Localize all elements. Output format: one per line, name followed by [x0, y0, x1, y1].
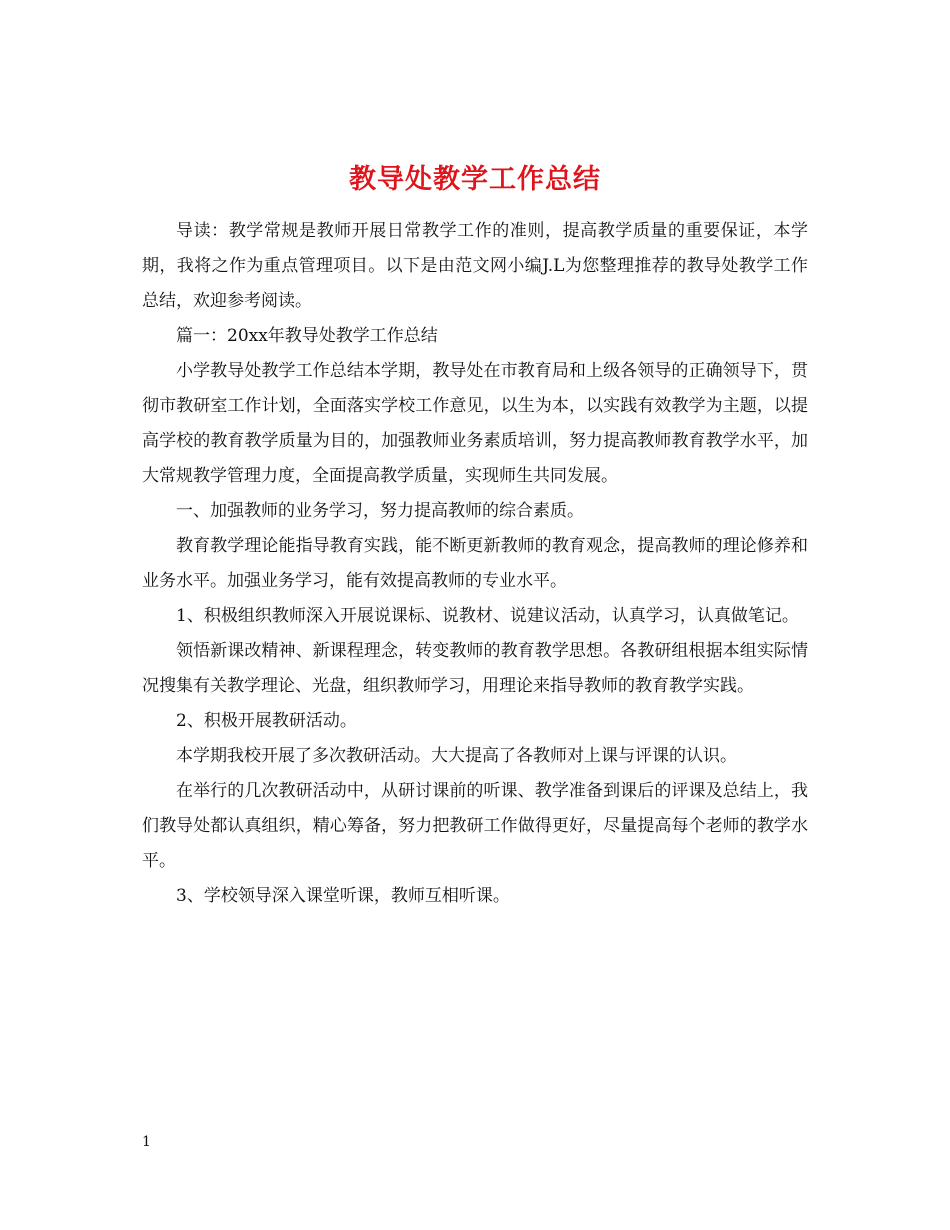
paragraph-theory: 教育教学理论能指导教育实践，能不断更新教师的教育观念，提高教师的理论修养和业务水平。加强业务学习，能有效提高教师的专业水平。: [142, 536, 808, 591]
paragraph-summary: 小学教导处教学工作总结本学期，教导处在市教育局和上级各领导的正确领导下，贯彻市教研室工作计划，全面落实学校工作意见，以生为本，以实践有效教学为主题，以提高学校的教育教学质量为目的，加强教师业务素质培训，努力提高教师教育教学水平，加大常规教学管理力度，全面提高教学质量，实现师生共同发展。: [142, 361, 808, 486]
paragraph-curriculum: 领悟新课改精神、新课程理念，转变教师的教育教学思想。各教研组根据本组实际情况搜集有关教学理论、光盘，组织教师学习，用理论来指导教师的教育教学实践。: [142, 641, 808, 696]
paragraph-teaching-research: 本学期我校开展了多次教研活动。大大提高了各教师对上课与评课的认识。: [176, 746, 737, 766]
list-item-two: 2、积极开展教研活动。: [176, 711, 357, 731]
list-item-three: 3、学校领导深入课堂听课，教师互相听课。: [176, 886, 510, 906]
list-item-one: 1、积极组织教师深入开展说课标、说教材、说建议活动，认真学习，认真做笔记。: [176, 606, 799, 626]
document-body: [142, 214, 808, 914]
paragraph-heading-part-one: 篇一：20xx年教导处教学工作总结: [176, 326, 438, 346]
paragraph-activities: 在举行的几次教研活动中，从研讨课前的听课、教学准备到课后的评课及总结上，我们教导处都认真组织，精心筹备，努力把教研工作做得更好，尽量提高每个老师的教学水平。: [142, 781, 808, 871]
section-heading-one: 一、加强教师的业务学习，努力提高教师的综合素质。: [176, 501, 584, 521]
page-number: 1: [142, 1134, 151, 1150]
paragraph-intro: 导读：教学常规是教师开展日常教学工作的准则，提高教学质量的重要保证，本学期，我将之作为重点管理项目。以下是由范文网小编J.L为您整理推荐的教导处教学工作总结，欢迎参考阅读。: [142, 221, 808, 311]
page-title: 教导处教学工作总结: [349, 164, 601, 196]
